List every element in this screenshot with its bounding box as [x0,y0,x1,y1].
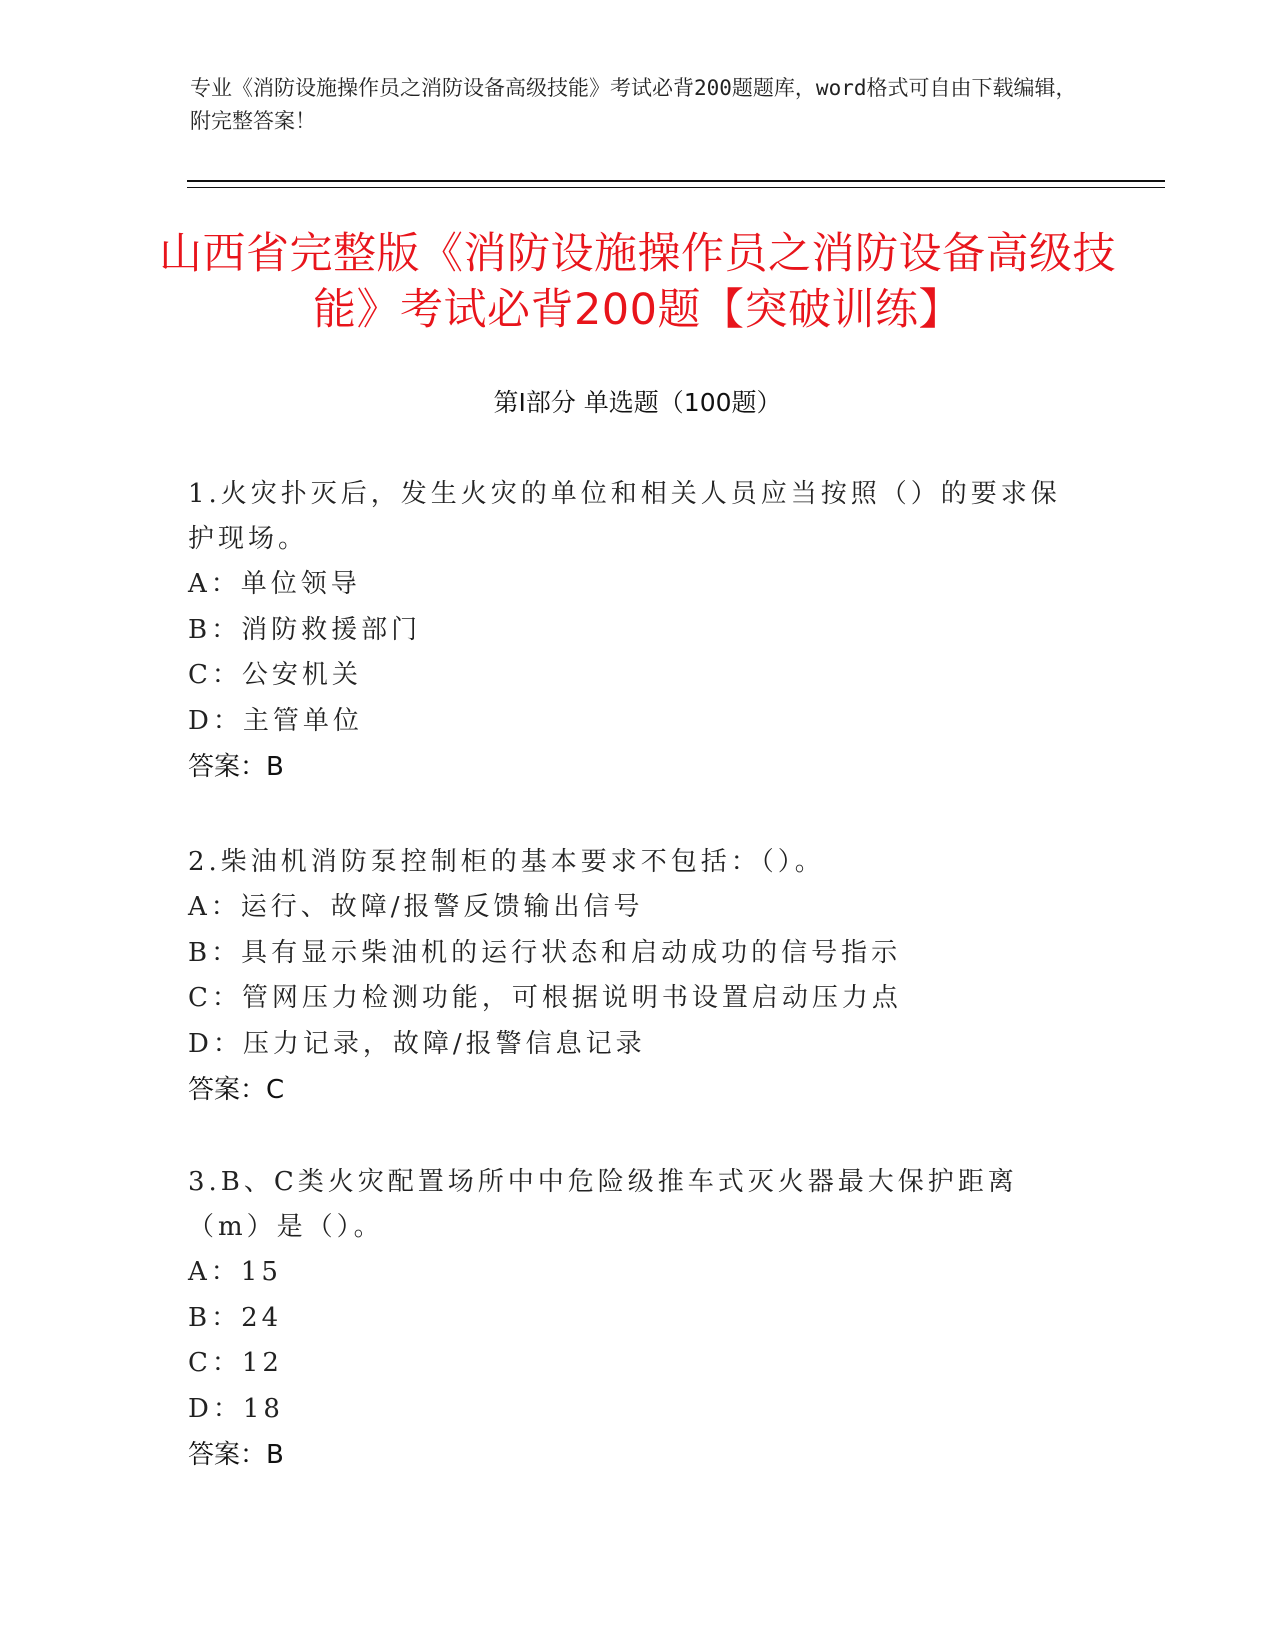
question-stem: 1.火灾扑灭后，发生火灾的单位和相关人员应当按照（）的要求保护现场。 [188,479,1061,554]
option-b: B：24 [188,1302,283,1333]
option-a: A：运行、故障/报警反馈输出信号 [188,892,644,922]
option-c: C：管网压力检测功能，可根据说明书设置启动压力点 [188,983,902,1013]
answer: 答案：B [188,1440,284,1470]
question-stem: 2.柴油机消防泵控制柜的基本要求不包括：（）。 [188,847,825,877]
option-c: C：12 [188,1348,283,1378]
question-1 [188,472,1088,790]
question-stem: 3.B、C类火灾配置场所中中危险级推车式灭火器最大保护距离（m）是（）。 [188,1167,1018,1242]
option-d: D：主管单位 [188,705,363,736]
header-rule-thick [187,180,1165,182]
option-a: A：单位领导 [188,569,361,599]
option-c: C：公安机关 [188,660,362,690]
question-2 [188,840,1088,1113]
option-b: B：消防救援部门 [188,614,422,645]
option-d: D：18 [188,1393,284,1424]
section-title: 第I部分 单选题（100题） [493,388,782,417]
option-b: B：具有显示柴油机的运行状态和启动成功的信号指示 [188,937,902,968]
option-d: D：压力记录，故障/报警信息记录 [188,1028,646,1059]
option-a: A：15 [188,1257,282,1287]
answer: 答案：C [188,1075,285,1105]
header-note: 专业《消防设施操作员之消防设备高级技能》考试必背200题题库，word格式可自由下载编辑，附完整答案！ [190,76,1077,133]
answer: 答案：B [188,752,284,782]
question-3 [188,1160,1088,1478]
document-title: 山西省完整版《消防设施操作员之消防设备高级技能》考试必背200题【突破训练】 [159,229,1116,335]
header-rule-thin [187,187,1165,188]
